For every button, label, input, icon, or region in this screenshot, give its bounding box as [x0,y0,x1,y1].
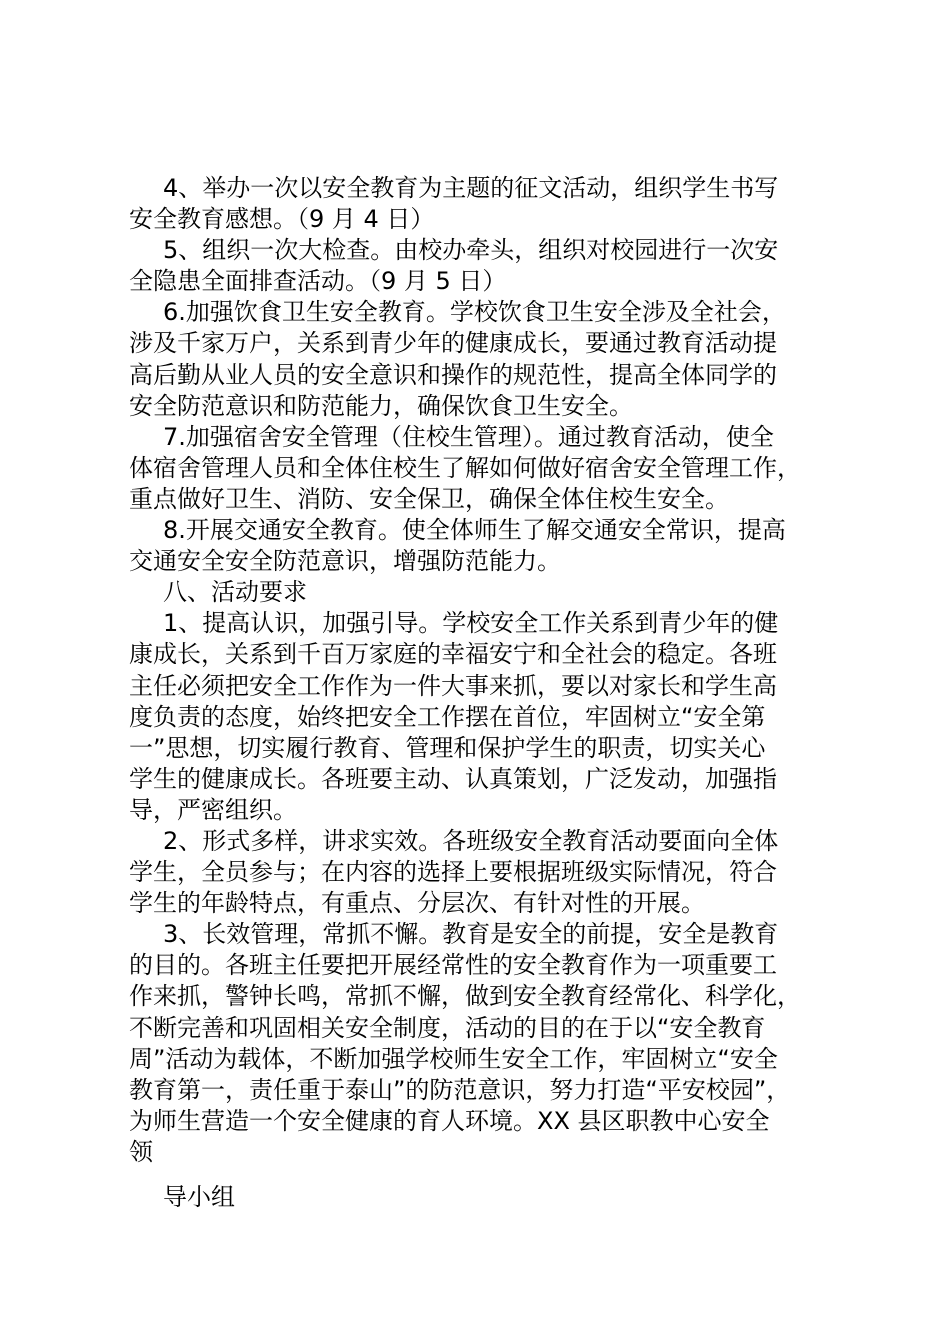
item-6-line-2: 涉及千家万户，关系到青少年的健康成长，要通过教育活动提 [129,329,777,358]
section-heading: 八、活动要求 [163,578,307,607]
req-3-line-7: 为师生营造一个安全健康的育人环境。XX 县区职教中心安全 [129,1106,770,1135]
req-1-line-3: 主任必须把安全工作作为一件大事来抓，要以对家长和学生高 [129,671,777,700]
item-5-line-2: 全隐患全面排查活动。（9 月 5 日） [129,267,507,296]
req-1-line-2: 康成长，关系到千百万家庭的幸福安宁和全社会的稳定。各班 [129,640,777,669]
item-5-line-1: 5、组织一次大检查。由校办牵头，组织对校园进行一次安 [163,236,779,265]
req-2-line-2: 学生，全员参与；在内容的选择上要根据班级实际情况，符合 [129,858,777,887]
req-1-line-4: 度负责的态度，始终把安全工作摆在首位，牢固树立“安全第 [129,702,766,731]
item-7-line-1: 7.加强宿舍安全管理（住校生管理）。通过教育活动，使全 [163,422,774,451]
req-2-line-1: 2、形式多样，讲求实效。各班级安全教育活动要面向全体 [163,826,779,855]
item-6-line-4: 安全防范意识和防范能力，确保饮食卫生安全。 [129,391,633,420]
req-3-line-5: 周”活动为载体，不断加强学校师生安全工作，牢固树立“安全 [129,1044,778,1073]
req-1-line-5: 一”思想，切实履行教育、管理和保护学生的职责，切实关心 [129,733,766,762]
item-6-line-3: 高后勤从业人员的安全意识和操作的规范性，提高全体同学的 [129,360,777,389]
req-3-line-6: 教育第一，责任重于泰山”的防范意识，努力打造“平安校园”， [129,1075,791,1104]
req-3-line-4: 不断完善和巩固相关安全制度，活动的目的在于以“安全教育 [129,1013,766,1042]
item-4-line-2: 安全教育感想。（9 月 4 日） [129,205,435,234]
req-3-line-3: 作来抓，警钟长鸣，常抓不懈，做到安全教育经常化、科学化， [129,982,801,1011]
item-4-line-1: 4、举办一次以安全教育为主题的征文活动，组织学生书写 [163,174,779,202]
item-8-line-1: 8.开展交通安全教育。使全体师生了解交通安全常识，提高 [163,516,786,545]
req-1-line-7: 导，严密组织。 [129,795,297,824]
item-8-line-2: 交通安全安全防范意识，增强防范能力。 [129,547,561,576]
req-1-line-6: 学生的健康成长。各班要主动、认真策划，广泛发动，加强指 [129,764,777,793]
req-3-line-1: 3、长效管理，常抓不懈。教育是安全的前提，安全是教育 [163,920,779,949]
document-body [129,173,849,1213]
req-1-line-1: 1、提高认识，加强引导。学校安全工作关系到青少年的健 [163,609,779,638]
line-gap [129,1168,849,1182]
item-7-line-3: 重点做好卫生、消防、安全保卫，确保全体住校生安全。 [129,484,729,513]
req-3-line-2: 的目的。各班主任要把开展经常性的安全教育作为一项重要工 [129,951,777,980]
req-2-line-3: 学生的年龄特点，有重点、分层次、有针对性的开展。 [129,889,705,918]
signature-line: 导小组 [163,1183,235,1211]
req-3-line-8: 领 [129,1137,153,1166]
item-6-line-1: 6.加强饮食卫生安全教育。学校饮食卫生安全涉及全社会， [163,298,786,327]
item-7-line-2: 体宿舍管理人员和全体住校生了解如何做好宿舍安全管理工作， [129,453,801,482]
